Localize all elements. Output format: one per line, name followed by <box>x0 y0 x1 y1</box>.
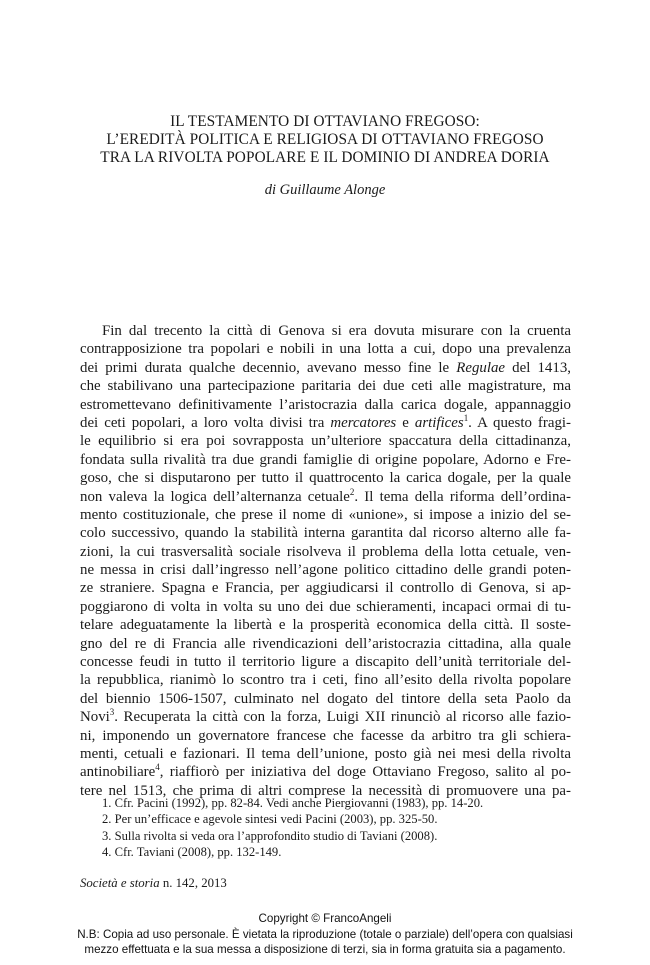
body-line: del biennio 1506-1507, culminato nel dogato del tintore della seta Paolo da <box>80 690 571 707</box>
italic-term: artifices <box>414 414 464 431</box>
article-title <box>0 113 650 167</box>
body-line: Fin dal trecento la città di Genova si era dovuta misurare con la cruenta <box>102 323 571 339</box>
body-line: ni, imponendo un governatore francese che facesse da arbitro tra gli schiera- <box>80 727 571 744</box>
body-line: antinobiliare$^4$, riaffiorò per iniziativa del doge Ottaviano Fregoso, salito al po- <box>80 762 571 781</box>
body-line: non valeva la logica dell’alternanza cetuale$^2$. Il tema della riforma dell’ordina- <box>80 486 571 505</box>
footnote-ref: 2 <box>349 486 355 497</box>
body-line: estromettevano definitivamente l’aristocrazia dalla carica dogale, appannaggio <box>80 396 571 413</box>
body-line: poggiarono di volta in volta su uno dei due schieramenti, incapaci ormai di tu- <box>80 598 571 615</box>
body-line: ze straniere. Spagna e Francia, per aggiudicarsi il controllo di Genova, si ap- <box>80 580 571 597</box>
footnote-ref: 3 <box>109 707 115 718</box>
copyright-disclaimer-line: N.B: Copia ad uso personale. È vietata la riproduzione (totale o parziale) dell’opera con qualsiasi <box>77 927 573 941</box>
footnote-ref: 4 <box>155 762 160 773</box>
footnote-item: 2. Per un’efficace e agevole sintesi vedi Pacini (2003), pp. 325-50. <box>102 812 438 827</box>
body-line: goso, che si disputarono per tutto il quattrocento la carica dogale, per la quale <box>80 470 571 487</box>
footnote-item: 4. Cfr. Taviani (2008), pp. 132-149. <box>102 844 282 859</box>
journal-citation <box>80 876 227 891</box>
title-line-2: L’EREDITÀ POLITICA E RELIGIOSA DI OTTAVIANO FREGOSO <box>106 131 544 148</box>
body-line: dei ceti popolari, a loro volta divisi tra mercatores e artifices$^1$. A questo fragi- <box>80 412 572 431</box>
body-line: ne messa in crisi dall’ingresso nell’agone politico cittadino delle grandi poten- <box>80 562 571 579</box>
copyright-notice <box>0 911 650 958</box>
body-line: mento costituzionale, che prese il nome di «unione», si impose a inizio del se- <box>80 506 571 523</box>
body-line: telare adeguatamente la libertà e la prosperità economica della città. Il soste- <box>80 617 571 634</box>
journal-issue: n. 142, 2013 <box>159 876 227 890</box>
italic-term: mercatores <box>330 414 397 431</box>
body-line: che stabilivano una partecipazione paritaria dei due ceti alle magistrature, ma <box>80 378 571 395</box>
body-line: menti, cetuali e fazionari. Il tema dell’unione, posto già nei mesi della rivolta <box>80 745 571 762</box>
footnote-item: 1. Cfr. Pacini (1992), pp. 82-84. Vedi anche Piergiovanni (1983), pp. 14-20. <box>102 796 484 810</box>
body-line: tere nel 1513, che prima di altri comprese la necessità di promuovere una pa- <box>80 782 571 799</box>
body-line: le equilibrio si era poi sovrapposta un’ulteriore spaccatura della cittadinanza, <box>80 433 571 450</box>
journal-name: Società e storia <box>80 876 160 890</box>
footnote-item: 3. Sulla rivolta si veda ora l’approfondito studio di Taviani (2008). <box>102 828 438 843</box>
body-line: gno del re di Francia alle rivendicazioni dell’aristocrazia cittadina, alla quale <box>80 635 571 652</box>
body-line: contrapposizione tra popolari e nobili in una lotta a cui, dopo una prevalenza <box>80 341 571 358</box>
body-line: Novi$^3$. Recuperata la città con la forza, Luigi XII rinunciò al ricorso alle fazio- <box>80 707 571 726</box>
copyright-disclaimer-line: mezzo effettuata e la sua messa a disposizione di terzi, sia in forma gratuita sia a pagamento. <box>84 943 566 956</box>
body-line: concesse feudi in tutto il territorio ligure a discapito dell’unità territoriale del- <box>80 654 571 671</box>
title-line-1: IL TESTAMENTO DI OTTAVIANO FREGOSO: <box>170 113 480 130</box>
body-line: colo successivo, quando la stabilità interna garantita dal ricorso alterno alle fa- <box>80 525 571 542</box>
footnotes <box>102 795 562 860</box>
italic-term: Regulae <box>456 359 506 376</box>
body-paragraph <box>80 322 571 800</box>
copyright-line: Copyright © FrancoAngeli <box>258 912 392 925</box>
body-line: dei primi durata qualche decennio, avevano messo fine le Regulae del 1413, <box>80 359 571 376</box>
footnote-ref: 1 <box>463 412 469 423</box>
body-line: la repubblica, rianimò lo scontro tra i ceti, fino all’esito della rivolta popolare <box>80 672 571 689</box>
title-line-3: TRA LA RIVOLTA POPOLARE E IL DOMINIO DI ANDREA DORIA <box>100 149 550 166</box>
author-byline: di Guillaume Alonge <box>264 182 386 198</box>
body-line: zioni, la cui trasversalità sociale risolveva il problema della lotta cetuale, ven- <box>80 543 571 560</box>
body-line: fondata sulla rivalità tra due grandi famiglie di origine popolare, Adorno e Fre- <box>80 451 571 468</box>
